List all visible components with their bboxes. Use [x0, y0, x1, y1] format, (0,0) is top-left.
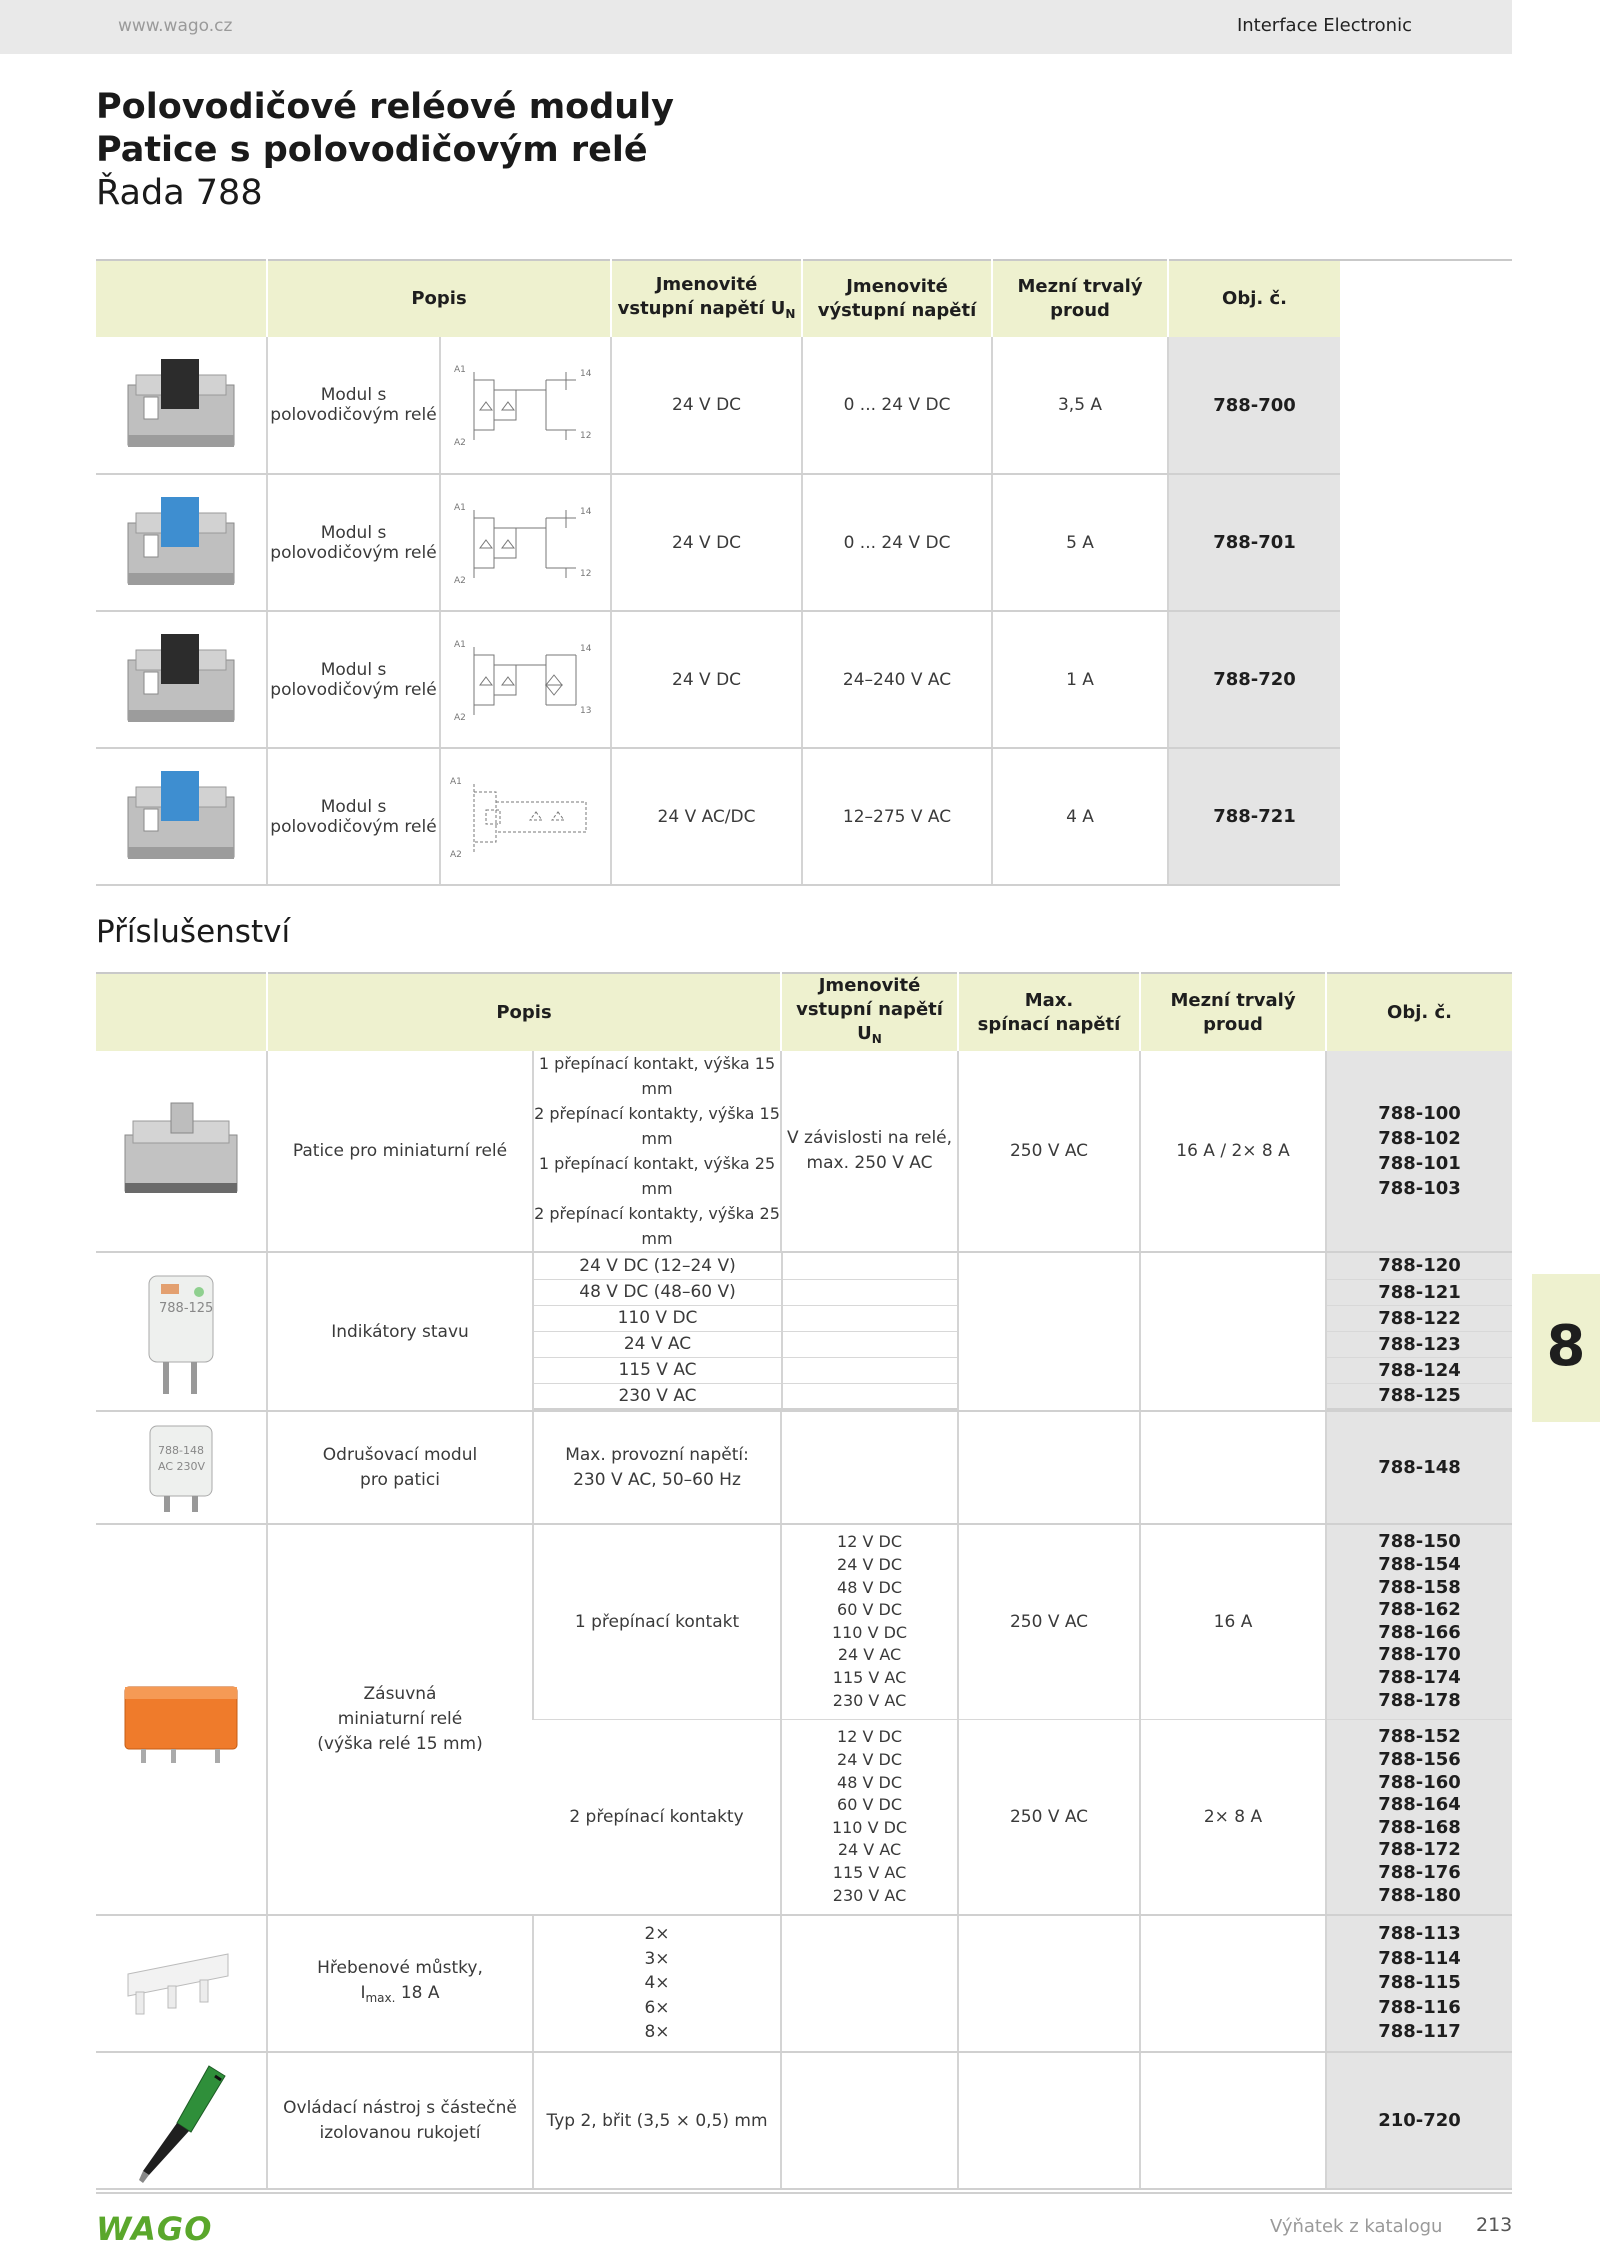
header-order-no: Obj. č.: [1168, 260, 1340, 337]
row-order-no: [1326, 1915, 1512, 2052]
row-current: [1140, 2052, 1326, 2189]
order-no: 788-117: [1378, 2021, 1461, 2043]
indicator-voltage: 48 V DC (48–60 V): [534, 1279, 782, 1305]
relay-voltage: 24 V AC: [837, 1645, 902, 1665]
row-output-voltage: 0 ... 24 V DC: [802, 337, 992, 474]
relay-voltage: 230 V AC: [832, 1885, 907, 1905]
order-no: 788-113: [1378, 1923, 1461, 1945]
row-details: [533, 1915, 781, 2052]
row-description: Indikátory stavu: [267, 1252, 533, 1411]
order-no: 788-101: [1378, 1153, 1461, 1174]
order-no: 788-172: [1378, 1839, 1461, 1861]
chapter-number: 8: [1546, 1314, 1586, 1379]
bridge-size: 8×: [644, 2022, 670, 2043]
row-order-no: 788-700: [1168, 337, 1340, 474]
accessories-title: Příslušenství: [96, 914, 291, 950]
order-no: 788-160: [1378, 1771, 1461, 1793]
row-description: Modul s polovodičovým relé: [267, 337, 440, 474]
row-order-no: 788-148: [1326, 1411, 1512, 1524]
circuit-diagram: [440, 337, 611, 474]
relay-voltage: 230 V AC: [832, 1690, 907, 1710]
relay-voltage: 12 V DC: [837, 1727, 902, 1747]
svg-text:AC 230V: AC 230V: [158, 1459, 206, 1473]
order-no: 788-164: [1378, 1794, 1461, 1816]
row-current: 2× 8 A: [1140, 1719, 1326, 1915]
row-switching-voltage: 250 V AC: [958, 1719, 1140, 1915]
row-switching-voltage: [958, 1252, 1140, 1411]
order-no: 788-162: [1378, 1599, 1461, 1621]
header-input-voltage: Jmenovité vstupní napětí $U_N$: [611, 260, 802, 337]
row-current: 1 A: [992, 611, 1168, 748]
svg-text:A2: A2: [453, 712, 466, 723]
relay-voltage: 24 V AC: [837, 1840, 902, 1860]
order-no: 788-122: [1327, 1305, 1512, 1331]
order-no: 788-102: [1378, 1128, 1461, 1149]
table-row: [96, 1915, 1512, 2052]
row-description: Modul s polovodičovým relé: [267, 474, 440, 611]
svg-text:A2: A2: [453, 438, 466, 448]
row-details: 2 přepínací kontakty: [533, 1719, 781, 1915]
svg-text:A1: A1: [453, 502, 466, 513]
svg-text:14: 14: [579, 506, 591, 517]
svg-text:A2: A2: [453, 575, 466, 586]
order-no: 788-115: [1378, 1972, 1461, 1994]
row-order-no: [1326, 1252, 1512, 1411]
row-current: [1140, 1252, 1326, 1411]
header-input-voltage: Jmenovité vstupní napětí $U_N$: [781, 973, 958, 1051]
header-image-col: [96, 973, 267, 1051]
bridge-size: 6×: [644, 1997, 670, 2018]
suppression-module-image: [96, 1411, 267, 1524]
row-current: 16 A / 2× 8 A: [1140, 1051, 1326, 1252]
row-input-voltage: 24 V DC: [611, 474, 802, 611]
relay-image: [96, 1524, 267, 1915]
row-output-voltage: 0 ... 24 V DC: [802, 474, 992, 611]
header-switching-voltage: Max. spínací napětí: [958, 973, 1140, 1051]
relay-voltage: 24 V DC: [837, 1749, 902, 1769]
svg-text:A1: A1: [453, 639, 466, 650]
relay-voltage: 60 V DC: [837, 1795, 902, 1815]
circuit-diagram: [440, 474, 611, 611]
row-current: [1140, 1915, 1326, 2052]
row-description: Zásuvná miniaturní relé (výška relé 15 mm): [267, 1524, 533, 1915]
row-order-no: 788-721: [1168, 748, 1340, 885]
order-no: 788-150: [1378, 1531, 1461, 1553]
table-row: [96, 611, 1512, 748]
row-input-voltage: [781, 1915, 958, 2052]
indicator-voltages: [533, 1252, 958, 1411]
row-input-voltage: 24 V DC: [611, 611, 802, 748]
bridge-size: 2×: [644, 1924, 670, 1945]
row-current: 16 A: [1140, 1524, 1326, 1719]
indicator-voltage: 24 V AC: [534, 1331, 782, 1357]
indicator-voltage: 230 V AC: [534, 1383, 782, 1409]
row-description: Hřebenové můstky, $I_{max.}$ 18 A: [267, 1915, 533, 2052]
row-order-no: 210-720: [1326, 2052, 1512, 2189]
svg-text:14: 14: [579, 643, 591, 654]
order-no: 788-114: [1378, 1947, 1461, 1969]
detail-line: 1 přepínací kontakt, výška 25 mm: [538, 1154, 776, 1198]
table-row: [96, 1524, 1512, 1719]
order-no: 788-116: [1378, 1996, 1461, 2018]
svg-text:788-148: 788-148: [158, 1443, 204, 1457]
row-switching-voltage: 250 V AC: [958, 1051, 1140, 1252]
screwdriver-image: [96, 2052, 267, 2189]
header-category: Interface Electronic: [1236, 15, 1412, 36]
table-row: [96, 1051, 1512, 1252]
header-bar: [0, 0, 1512, 54]
order-no: 788-100: [1378, 1103, 1461, 1124]
order-no: 788-156: [1378, 1748, 1461, 1770]
order-no: 788-158: [1378, 1576, 1461, 1598]
table-row: [96, 1411, 1512, 1524]
title-line2: Patice s polovodičovým relé: [96, 130, 648, 170]
detail-line: 1 přepínací kontakt, výška 15 mm: [538, 1054, 776, 1098]
order-no: 788-170: [1378, 1644, 1461, 1666]
footer-divider: [96, 2192, 1512, 2194]
page-number: 213: [1476, 2214, 1513, 2236]
row-input-voltage: [781, 1719, 958, 1915]
header-popis: Popis: [267, 260, 611, 337]
header-url[interactable]: www.wago.cz: [118, 16, 233, 36]
row-order-no: 788-701: [1168, 474, 1340, 611]
header-current: Mezní trvalý proud: [992, 260, 1168, 337]
table-row: [96, 748, 1512, 885]
module-image: [96, 474, 267, 611]
accessories-table: [96, 972, 1512, 2190]
table-row: [96, 1252, 1512, 1411]
row-details: 1 přepínací kontakt: [533, 1524, 781, 1719]
circuit-diagram: [440, 611, 611, 748]
detail-line: 2 přepínací kontakty, výška 25 mm: [534, 1204, 780, 1248]
table-row: [96, 337, 1512, 474]
row-input-voltage: [781, 1524, 958, 1719]
order-no: 788-166: [1378, 1621, 1461, 1643]
order-no: 788-176: [1378, 1861, 1461, 1883]
relay-voltage: 60 V DC: [837, 1600, 902, 1620]
module-image: [96, 748, 267, 885]
svg-text:12: 12: [579, 568, 591, 579]
wago-logo: WAGO: [96, 2210, 213, 2248]
row-order-no: 788-720: [1168, 611, 1340, 748]
relay-voltage: 24 V DC: [837, 1554, 902, 1574]
row-order-no: [1326, 1051, 1512, 1252]
row-description: Odrušovací modul pro patici: [267, 1411, 533, 1524]
order-no: 788-123: [1327, 1331, 1512, 1357]
module-image: [96, 337, 267, 474]
row-description: Modul s polovodičovým relé: [267, 748, 440, 885]
row-switching-voltage: [958, 1915, 1140, 2052]
order-no: 788-121: [1327, 1279, 1512, 1305]
footer-text: Výňatek z katalogu: [1270, 2216, 1443, 2237]
header-output-voltage: Jmenovité výstupní napětí: [802, 260, 992, 337]
indicator-voltage: 110 V DC: [534, 1305, 782, 1331]
row-details: Max. provozní napětí: 230 V AC, 50–60 Hz: [533, 1411, 781, 1524]
svg-text:12: 12: [579, 431, 591, 441]
svg-text:13: 13: [579, 705, 591, 716]
row-order-no: [1326, 1719, 1512, 1915]
relay-voltage: 12 V DC: [837, 1532, 902, 1552]
row-switching-voltage: 250 V AC: [958, 1524, 1140, 1719]
svg-text:A1: A1: [453, 365, 466, 375]
circuit-diagram: [440, 748, 611, 885]
header-order-no: Obj. č.: [1326, 973, 1512, 1051]
order-no: 788-168: [1378, 1816, 1461, 1838]
row-current: 4 A: [992, 748, 1168, 885]
row-input-voltage: [781, 2052, 958, 2189]
row-details: Typ 2, břit (3,5 × 0,5) mm: [533, 2052, 781, 2189]
order-no: 788-180: [1378, 1884, 1461, 1906]
bridge-size: 3×: [644, 1948, 670, 1969]
order-no: 788-154: [1378, 1553, 1461, 1575]
order-no: 788-120: [1327, 1253, 1512, 1279]
title-line1: Polovodičové reléové moduly: [96, 87, 674, 127]
row-current: 5 A: [992, 474, 1168, 611]
order-no: 788-174: [1378, 1666, 1461, 1688]
indicator-voltage: 24 V DC (12–24 V): [534, 1253, 782, 1279]
relay-voltage: 48 V DC: [837, 1772, 902, 1792]
table-row: [96, 474, 1512, 611]
product-table: [96, 259, 1512, 886]
row-current: 3,5 A: [992, 337, 1168, 474]
header-popis: Popis: [267, 973, 781, 1051]
svg-text:A1: A1: [449, 776, 462, 787]
detail-line: 2 přepínací kontakty, výška 15 mm: [534, 1104, 780, 1148]
row-input-voltage: V závislosti na relé, max. 250 V AC: [781, 1051, 958, 1252]
row-input-voltage: 24 V DC: [611, 337, 802, 474]
order-no: 788-125: [1327, 1383, 1512, 1409]
row-output-voltage: 24–240 V AC: [802, 611, 992, 748]
relay-voltage: 48 V DC: [837, 1577, 902, 1597]
module-image: [96, 611, 267, 748]
relay-voltage: 115 V AC: [832, 1667, 907, 1687]
chapter-tab[interactable]: [1532, 1274, 1600, 1422]
relay-voltage: 115 V AC: [832, 1862, 907, 1882]
indicator-image: [96, 1252, 267, 1411]
row-description: Modul s polovodičovým relé: [267, 611, 440, 748]
svg-text:788-125: 788-125: [159, 1300, 214, 1316]
socket-image: [96, 1051, 267, 1252]
title-line3: Řada 788: [96, 173, 263, 213]
row-order-no: [1326, 1524, 1512, 1719]
indicator-voltage: 115 V AC: [534, 1357, 782, 1383]
svg-text:A2: A2: [449, 849, 462, 860]
row-switching-voltage: [958, 1411, 1140, 1524]
page-title: [96, 86, 674, 215]
row-current: [1140, 1411, 1326, 1524]
row-switching-voltage: [958, 2052, 1140, 2189]
row-details: [533, 1051, 781, 1252]
row-input-voltage: [781, 1411, 958, 1524]
comb-bridge-image: [96, 1915, 267, 2052]
order-no: 788-103: [1378, 1178, 1461, 1199]
relay-voltage: 110 V DC: [831, 1622, 908, 1642]
row-input-voltage: 24 V AC/DC: [611, 748, 802, 885]
row-description: Patice pro miniaturní relé: [267, 1051, 533, 1252]
bridge-size: 4×: [644, 1973, 670, 1994]
row-output-voltage: 12–275 V AC: [802, 748, 992, 885]
header-image-col: [96, 260, 267, 337]
header-current: Mezní trvalý proud: [1140, 973, 1326, 1051]
order-no: 788-178: [1378, 1689, 1461, 1711]
order-no: 788-152: [1378, 1726, 1461, 1748]
relay-voltage: 110 V DC: [831, 1817, 908, 1837]
svg-text:14: 14: [579, 369, 591, 379]
row-description: Ovládací nástroj s částečně izolovanou rukojetí: [267, 2052, 533, 2189]
table-row: [96, 2052, 1512, 2189]
order-no: 788-124: [1327, 1357, 1512, 1383]
